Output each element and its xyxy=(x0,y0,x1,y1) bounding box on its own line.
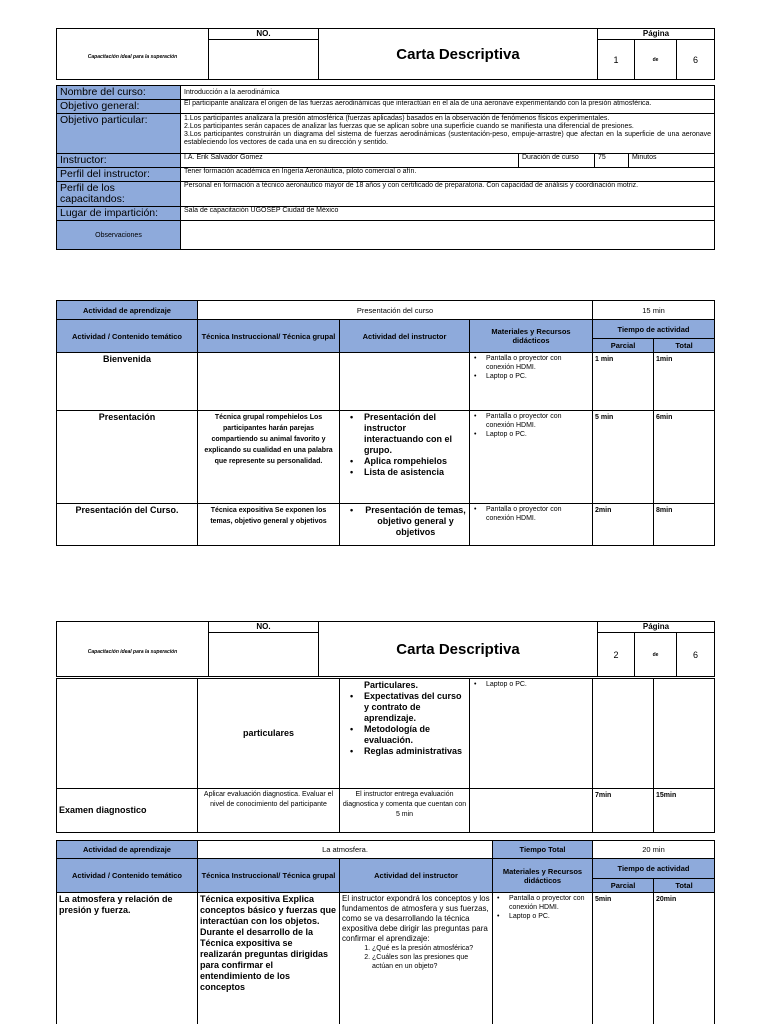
section-2-time: 20 min xyxy=(593,841,715,859)
table-row xyxy=(57,504,198,546)
instructor-presentation xyxy=(340,411,470,504)
instructor-cell xyxy=(340,504,470,546)
header-table-2 xyxy=(56,621,715,677)
col-partial: Parcial xyxy=(593,339,654,353)
duration-value: 75 xyxy=(595,154,629,168)
place: Sala de capacitación UGOSEP Ciudad de México xyxy=(181,207,715,221)
doc-title: Carta Descriptiva xyxy=(319,622,598,677)
no-value xyxy=(209,633,319,677)
partial-time: 2min xyxy=(593,504,654,546)
page-label: Página xyxy=(598,622,715,633)
page-total: 6 xyxy=(677,633,715,677)
materials-cell xyxy=(470,679,593,789)
total-time: 20min xyxy=(654,893,715,1024)
list-item: • Aplica rompehielos xyxy=(342,456,467,467)
instructor-label: Instructor: xyxy=(57,154,181,168)
list-item: • Lista de asistencia xyxy=(342,467,467,478)
observations xyxy=(181,221,715,250)
list-item: • Laptop o PC. xyxy=(472,430,590,439)
list-item: • Expectativas del curso y contrato de aprendizaje. xyxy=(342,691,467,724)
activity-learning-header: Actividad de aprendizaje xyxy=(57,301,198,320)
partial-cell xyxy=(593,679,654,789)
table-row xyxy=(57,353,198,411)
general-objective-label: Objetivo general: xyxy=(57,100,181,114)
col-instructor-activity: Actividad del instructor xyxy=(340,859,493,893)
activity-atmosphere: La atmosfera y relación de presión y fuerza. xyxy=(59,894,173,915)
partial-time: 1 min xyxy=(593,353,654,411)
page-total: 6 xyxy=(677,40,715,80)
col-partial: Parcial xyxy=(593,879,654,893)
col-materials: Materiales y Recursos didácticos xyxy=(493,859,593,893)
materials-cell xyxy=(470,789,593,833)
no-label: NO. xyxy=(209,29,319,40)
table-row xyxy=(57,893,198,1024)
col-total: Total xyxy=(654,339,715,353)
col-technique: Técnica Instruccional/ Técnica grupal xyxy=(198,320,340,353)
total-time: 6min xyxy=(654,411,715,504)
technique-cell xyxy=(198,679,340,789)
instructor-continuation xyxy=(340,679,470,789)
instructor-name: I.A. Erik Salvador Gomez xyxy=(181,154,519,168)
course-info xyxy=(56,85,714,250)
activity-course-presentation: Presentación del Curso. xyxy=(75,505,179,515)
list-item: • Laptop o PC. xyxy=(472,372,590,381)
activity-welcome: Bienvenida xyxy=(102,354,151,364)
course-name: Introducción a la aerodinámica xyxy=(181,86,715,100)
trainees-profile: Personal en formación a técnico aeronáutico mayor de 18 años y con certificado de preparatoria. Con capacidad de análisis y coordinación motriz. xyxy=(181,182,715,207)
page-label: Página xyxy=(598,29,715,40)
course-name-label: Nombre del curso: xyxy=(57,86,181,100)
list-item: • Pantalla o proyector con conexión HDMI. xyxy=(495,894,590,912)
slogan xyxy=(57,29,209,80)
instructor-profile-label: Perfil del instructor: xyxy=(57,168,181,182)
col-activity-content: Actividad / Contenido temático xyxy=(57,320,198,353)
col-technique: Técnica Instruccional/ Técnica grupal xyxy=(198,859,340,893)
materials-cell xyxy=(470,504,593,546)
partial-time: 5 min xyxy=(593,411,654,504)
total-time: 1min xyxy=(654,353,715,411)
col-time-activity: Tiempo de actividad xyxy=(593,859,715,879)
materials-cell xyxy=(470,411,593,504)
col-materials: Materiales y Recursos didácticos xyxy=(470,320,593,353)
activity-exam: Examen diagnostico xyxy=(59,805,147,815)
table-row xyxy=(57,789,198,833)
section-1-time: 15 min xyxy=(593,301,715,320)
section-1-name: Presentación del curso xyxy=(198,301,593,320)
partial-time: 5min xyxy=(593,893,654,1024)
page-number: 2 xyxy=(598,633,635,677)
total-time-header: Tiempo Total xyxy=(493,841,593,859)
technique-atmosphere: Técnica expositiva Explica conceptos básico y fuerzas que interactúan con los objetos. Durante el desarrollo de la Técnica expositiva se realizarán preguntas dirigidas para confirmar el entendimiento de los conceptos xyxy=(200,894,337,992)
section-1 xyxy=(56,300,714,546)
section-1-table xyxy=(56,300,715,546)
total-cell xyxy=(654,679,715,789)
list-item: 2. ¿Cuáles son las presiones que actúan en un objeto? xyxy=(372,953,490,971)
list-item: • Presentación de temas, objetivo general y objetivos xyxy=(342,505,467,538)
section-2-table xyxy=(56,840,715,1024)
slogan xyxy=(57,622,209,677)
instructor-profile: Tener formación académica en Ingería Aeronáutica, piloto comercial o afín. xyxy=(181,168,715,182)
total-time: 15min xyxy=(654,789,715,833)
particular-objective-1: 1.Los participantes analizara la presión atmosférica (fuerzas aplicadas) basados en la observación de fenómenos físicos experimentales. xyxy=(184,115,610,122)
page-1-header xyxy=(56,28,714,80)
list-item: • Pantalla o proyector con conexión HDMI. xyxy=(472,412,590,430)
list-item: • Pantalla o proyector con conexión HDMI. xyxy=(472,354,590,372)
no-value xyxy=(209,40,319,80)
technique-expositive: Técnica expositiva Se exponen los temas, objetivo general y objetivos xyxy=(198,504,340,546)
technique-presentation: Técnica grupal rompehielos Los participantes harán parejas compartiendo su animal favorito y explicando su cualidad en una palabra que represente su personalidad. xyxy=(198,411,340,504)
list-item: • Reglas administrativas xyxy=(342,746,467,757)
duration-label: Duración de curso xyxy=(519,154,595,168)
duration-unit: Minutos xyxy=(629,154,715,168)
trainees-profile-label: Perfil de los capacitandos: xyxy=(57,182,181,207)
section-2-name: La atmosfera. xyxy=(198,841,493,859)
activity-learning-header: Actividad de aprendizaje xyxy=(57,841,198,859)
observations-label: Observaciones xyxy=(57,221,181,250)
header-table xyxy=(56,28,715,80)
continuation-table xyxy=(56,678,715,833)
partial-time: 7min xyxy=(593,789,654,833)
materials-cell xyxy=(493,893,593,1024)
instructor-first-line: Particulares. xyxy=(364,680,419,690)
activity-cell xyxy=(57,679,198,789)
list-item: • Presentación del instructor interactuando con el grupo. xyxy=(342,412,467,456)
technique-exam: Aplicar evaluación diagnostica. Evaluar el nivel de conocimiento del participante xyxy=(198,789,340,833)
no-label: NO. xyxy=(209,622,319,633)
doc-title: Carta Descriptiva xyxy=(319,29,598,80)
place-label: Lugar de impartición: xyxy=(57,207,181,221)
slogan-text: Capacitación ideal para la superación xyxy=(87,649,178,655)
page-de: de xyxy=(635,633,677,677)
technique-continuation: particulares xyxy=(242,728,295,738)
particular-objective-3: 3.Los participantes construirán un diagrama del sistema de fuerzas aerodinámicas (sustentación-peso, empuje-arrastre) que afectan en la superficie de una aeronave estableciendo los vectores de cada una en su dirección y sentido. xyxy=(184,131,712,146)
page-2-header xyxy=(56,621,714,677)
instructor-intro: El instructor expondrá los conceptos y los fundamentos de atmosfera y sus fuerzas, como se va desarrollando la técnica expositiva debe dirigir las preguntas para confirmar el aprendizaje: xyxy=(342,894,490,943)
particular-objective xyxy=(181,114,715,154)
section-2 xyxy=(56,840,714,1024)
page-de: de xyxy=(635,40,677,80)
total-time: 8min xyxy=(654,504,715,546)
technique-cell xyxy=(198,893,340,1024)
slogan-text: Capacitación ideal para la superación xyxy=(87,54,178,60)
instructor-atmosphere xyxy=(340,893,493,1024)
materials-cell xyxy=(470,353,593,411)
list-item: • Laptop o PC. xyxy=(495,912,590,921)
col-total: Total xyxy=(654,879,715,893)
col-time-activity: Tiempo de actividad xyxy=(593,320,715,339)
list-item: 1. ¿Qué es la presión atmosférica? xyxy=(372,944,490,953)
technique-cell xyxy=(198,353,340,411)
col-activity-content: Actividad / Contenido temático xyxy=(57,859,198,893)
page-number: 1 xyxy=(598,40,635,80)
activity-presentation: Presentación xyxy=(98,412,156,422)
list-item: • Metodología de evaluación. xyxy=(342,724,467,746)
list-item: • Laptop o PC. xyxy=(472,680,590,689)
list-item: • Pantalla o proyector con conexión HDMI. xyxy=(472,505,590,523)
instructor-exam: El instructor entrega evaluación diagnostica y comenta que cuentan con 5 min xyxy=(340,789,470,833)
particular-objective-label: Objetivo particular: xyxy=(57,114,181,154)
particular-objective-2: 2.Los participantes serán capaces de analizar las fuerzas que se aplican sobre una superficie cuando se manifiesta una diferencial de presiones. xyxy=(184,123,634,130)
table-row xyxy=(57,411,198,504)
col-instructor-activity: Actividad del instructor xyxy=(340,320,470,353)
course-info-table xyxy=(56,85,715,250)
page-2-continuation xyxy=(56,678,714,833)
instructor-cell xyxy=(340,353,470,411)
general-objective: El participante analizara el origen de las fuerzas aerodinámicas que interactúan en el ala de una aeronave experimentando con la presión atmosférica. xyxy=(181,100,715,114)
